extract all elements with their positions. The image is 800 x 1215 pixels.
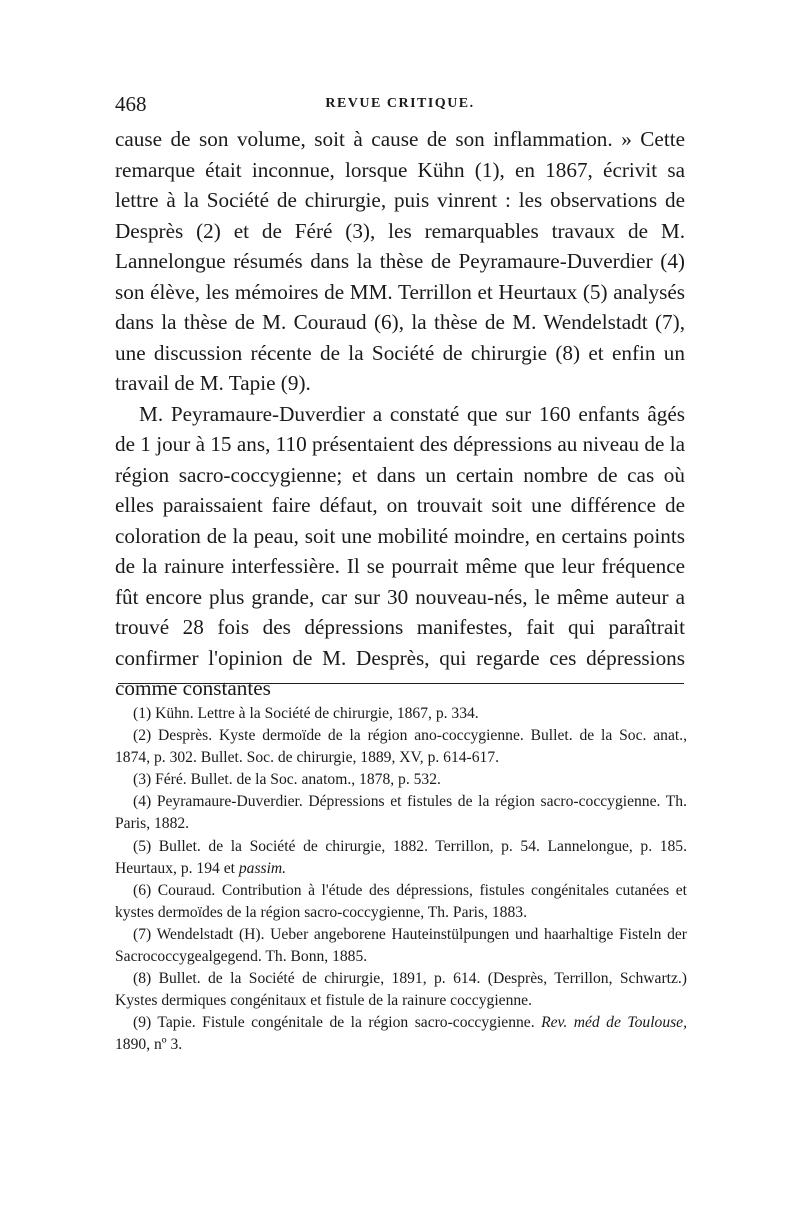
footnote-6: (6) Couraud. Contribution à l'étude des dépressions, fistules congénitales cutanées et kystes dermoïdes de la région sacro-coccygienne, Th. Paris, 1883. <box>115 881 687 921</box>
footnote-8: (8) Bullet. de la Société de chirurgie, 1891, p. 614. (Desprès, Terrillon, Schwartz.) Kystes dermiques congénitaux et fistule de la rainure coccygienne. <box>115 970 687 1010</box>
page-number: 468 <box>115 92 147 116</box>
main-text <box>115 124 685 704</box>
paragraph-1: cause de son volume, soit à cause de son inflammation. » Cette remarque était inconnue, lorsque Kühn (1), en 1867, écrivit sa lettre à la Société de chirurgie, puis vinrent : les observations de Desprès (2) et de Féré (3), les remarquables travaux de M. Lannelongue résumés dans la thèse de Peyramaure-Duverdier (4) son élève, les mémoires de MM. Terrillon et Heurtaux (5) analysés dans la thèse de M. Couraud (6), la thèse de M. Wendelstadt (7), une discussion récente de la Société de chirurgie (8) et enfin un travail de M. Tapie (9). <box>115 127 685 395</box>
footnote-9-year: 1890, nº 3. <box>115 1036 183 1054</box>
running-head: REVUE CRITIQUE. <box>325 96 475 111</box>
footnote-7: (7) Wendelstadt (H). Ueber angeborene Hauteinstülpungen und haarhaltige Fisteln der Sacrococcygealgegend. Th. Bonn, 1885. <box>115 925 687 966</box>
footnote-2: (2) Desprès. Kyste dermoïde de la région ano-coccygienne. Bullet. de la Soc. anat., 1874, p. 302. Bullet. Soc. de chirurgie, 1889, XV, p. 614-617. <box>115 727 687 767</box>
footnote-5-text: (5) Bullet. de la Société de chirurgie, 1882. Terrillon, p. 54. Lannelongue, p. 185. Heurtaux, p. 194 et <box>115 837 687 877</box>
page-header <box>115 92 685 118</box>
footnote-9 <box>115 1012 687 1056</box>
paragraph-2: M. Peyramaure-Duverdier a constaté que sur 160 enfants âgés de 1 jour à 15 ans, 110 présentaient des dépressions au niveau de la région sacro-coccygienne; et dans un certain nombre de cas où elles paraissaient faire défaut, on trouvait soit une différence de coloration de la peau, soit une mobilité moindre, en certains points de la rainure interfessière. Il se pourrait même que leur fréquence fût encore plus grande, car sur 30 nouveau-nés, le même auteur a trouvé 28 fois des dépressions manifestes, fait qui paraîtrait confirmer l'opinion de M. Desprès, qui regarde ces dépressions comme constantes <box>115 401 685 700</box>
footnotes <box>115 703 687 1057</box>
footnote-4: (4) Peyramaure-Duverdier. Dépressions et fistules de la région sacro-coccygienne. Th. Paris, 1882. <box>115 793 687 833</box>
footnote-9-text: (9) Tapie. Fistule congénitale de la région sacro-coccygienne. <box>133 1014 535 1032</box>
footnote-1: (1) Kühn. Lettre à la Société de chirurgie, 1867, p. 334. <box>133 705 479 722</box>
footnote-3: (3) Féré. Bullet. de la Soc. anatom., 1878, p. 532. <box>133 771 441 789</box>
footnote-5-italic: passim. <box>238 859 287 877</box>
footnote-9-journal: Rev. méd de Toulouse, <box>541 1014 688 1032</box>
footnote-separator <box>118 683 684 684</box>
footnote-5 <box>115 836 687 880</box>
